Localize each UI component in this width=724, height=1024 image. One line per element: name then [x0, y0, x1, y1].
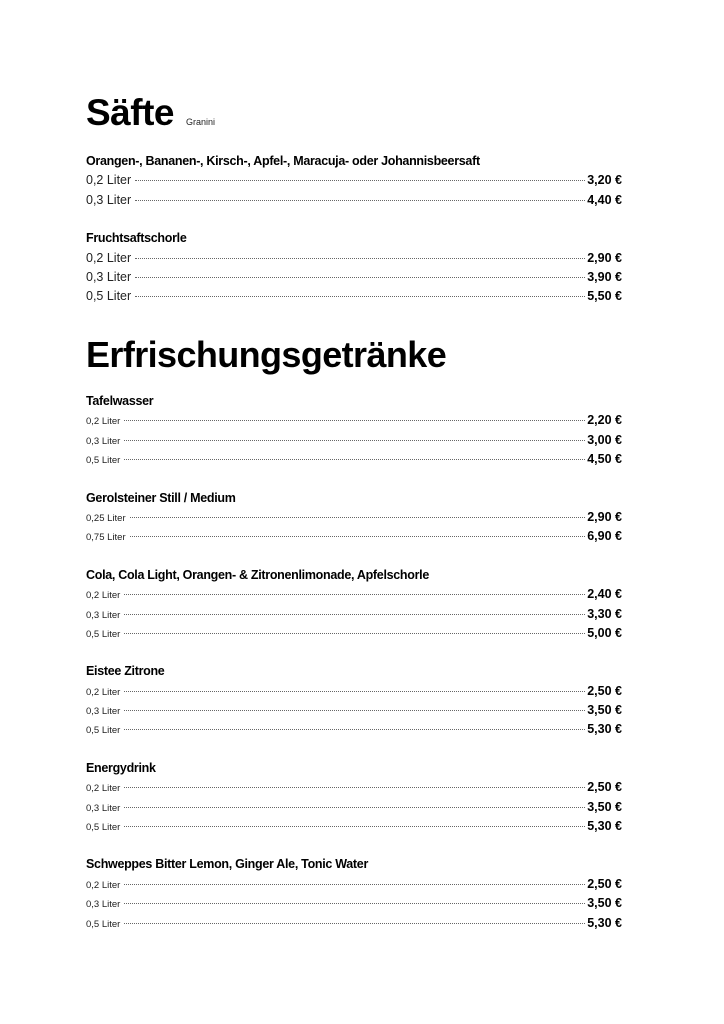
- price-value: 6,90 €: [587, 529, 622, 544]
- size-label: 0,2 Liter: [86, 783, 121, 795]
- size-label: 0,5 Liter: [86, 628, 121, 640]
- price-row: [86, 701, 622, 720]
- price-value: 3,50 €: [587, 703, 622, 718]
- dot-leader: [124, 729, 585, 730]
- dot-leader: [124, 691, 585, 692]
- price-row: [86, 605, 622, 624]
- size-label: 0,2 Liter: [86, 416, 121, 428]
- price-row: [86, 778, 622, 797]
- price-value: 2,90 €: [587, 509, 622, 524]
- menu-group: [86, 489, 622, 547]
- price-value: 2,50 €: [587, 876, 622, 891]
- size-label: 0,2 Liter: [86, 250, 132, 265]
- price-row: [86, 894, 622, 913]
- size-label: 0,2 Liter: [86, 686, 121, 698]
- price-value: 2,90 €: [587, 250, 622, 265]
- group-heading: Gerolsteiner Still / Medium: [86, 490, 236, 505]
- price-row: [86, 875, 622, 894]
- group-heading: Tafelwasser: [86, 394, 154, 408]
- price-value: 3,50 €: [587, 896, 622, 911]
- size-label: 0,3 Liter: [86, 706, 121, 718]
- dot-leader: [135, 180, 585, 181]
- section-saefte: [86, 152, 622, 326]
- size-label: 0,3 Liter: [86, 192, 132, 207]
- dot-leader: [124, 923, 585, 924]
- price-row: [86, 191, 622, 210]
- menu-group: [86, 392, 622, 470]
- menu-group: [86, 855, 622, 933]
- dot-leader: [124, 459, 585, 460]
- price-value: 2,20 €: [587, 413, 622, 428]
- menu-group: [86, 229, 622, 307]
- size-label: 0,75 Liter: [86, 532, 126, 544]
- dot-leader: [124, 594, 585, 595]
- dot-leader: [124, 807, 585, 808]
- dot-leader: [124, 884, 585, 885]
- dot-leader: [124, 420, 585, 421]
- price-value: 5,30 €: [587, 915, 622, 930]
- price-value: 2,40 €: [587, 587, 622, 602]
- price-value: 4,40 €: [587, 192, 622, 207]
- price-row: [86, 817, 622, 836]
- section-title-erfrischungsgetraenke: Erfrischungsgetränke: [86, 334, 447, 375]
- size-label: 0,2 Liter: [86, 590, 121, 602]
- price-value: 5,50 €: [587, 289, 622, 304]
- dot-leader: [124, 614, 585, 615]
- group-heading: Eistee Zitrone: [86, 664, 165, 679]
- size-label: 0,5 Liter: [86, 289, 132, 304]
- price-row: [86, 411, 622, 430]
- price-row: [86, 682, 622, 701]
- price-row: [86, 585, 622, 604]
- price-row: [86, 508, 622, 527]
- group-heading: Energydrink: [86, 760, 156, 775]
- size-label: 0,3 Liter: [86, 802, 121, 814]
- menu-group: [86, 662, 622, 740]
- price-value: 5,00 €: [587, 625, 622, 640]
- size-label: 0,5 Liter: [86, 918, 121, 930]
- price-row: [86, 431, 622, 450]
- menu-group: [86, 759, 622, 837]
- price-value: 3,50 €: [587, 799, 622, 814]
- dot-leader: [135, 277, 585, 278]
- price-value: 2,50 €: [587, 683, 622, 698]
- section-erfrischungsgetraenke: [86, 392, 622, 952]
- dot-leader: [124, 903, 585, 904]
- dot-leader: [130, 536, 586, 537]
- menu-group: [86, 152, 622, 210]
- dot-leader: [135, 258, 585, 259]
- size-label: 0,5 Liter: [86, 725, 121, 737]
- price-row: [86, 249, 622, 268]
- size-label: 0,25 Liter: [86, 512, 126, 524]
- price-row: [86, 720, 622, 739]
- size-label: 0,2 Liter: [86, 173, 132, 188]
- group-heading: Fruchtsaftschorle: [86, 231, 187, 246]
- dot-leader: [124, 826, 585, 827]
- price-row: [86, 171, 622, 190]
- size-label: 0,3 Liter: [86, 269, 132, 284]
- price-row: [86, 450, 622, 469]
- size-label: 0,3 Liter: [86, 609, 121, 621]
- price-row: [86, 914, 622, 933]
- price-row: [86, 268, 622, 287]
- size-label: 0,3 Liter: [86, 899, 121, 911]
- dot-leader: [124, 633, 585, 634]
- menu-group: [86, 566, 622, 644]
- price-row: [86, 624, 622, 643]
- section-subtitle: Granini: [185, 117, 215, 127]
- price-value: 2,50 €: [587, 780, 622, 795]
- group-heading: Orangen-, Bananen-, Kirsch-, Apfel-, Maracuja- oder Johannisbeersaft: [86, 154, 480, 168]
- section-title-text: Säfte: [86, 92, 174, 133]
- price-row: [86, 527, 622, 546]
- price-value: 5,30 €: [587, 819, 622, 834]
- price-value: 4,50 €: [587, 452, 622, 467]
- dot-leader: [124, 787, 585, 788]
- price-row: [86, 287, 622, 306]
- price-row: [86, 798, 622, 817]
- price-value: 3,00 €: [587, 432, 622, 447]
- size-label: 0,2 Liter: [86, 879, 121, 891]
- dot-leader: [124, 440, 585, 441]
- group-heading: Cola, Cola Light, Orangen- & Zitronenlimonade, Apfelschorle: [86, 567, 429, 582]
- dot-leader: [130, 517, 586, 518]
- size-label: 0,5 Liter: [86, 455, 121, 467]
- size-label: 0,5 Liter: [86, 822, 121, 834]
- price-value: 3,30 €: [587, 606, 622, 621]
- section-title-saefte: [86, 92, 215, 134]
- price-value: 3,90 €: [587, 269, 622, 284]
- price-value: 3,20 €: [587, 173, 622, 188]
- size-label: 0,3 Liter: [86, 435, 121, 447]
- dot-leader: [135, 296, 585, 297]
- group-heading: Schweppes Bitter Lemon, Ginger Ale, Tonic Water: [86, 857, 369, 872]
- dot-leader: [124, 710, 585, 711]
- dot-leader: [135, 200, 585, 201]
- price-value: 5,30 €: [587, 722, 622, 737]
